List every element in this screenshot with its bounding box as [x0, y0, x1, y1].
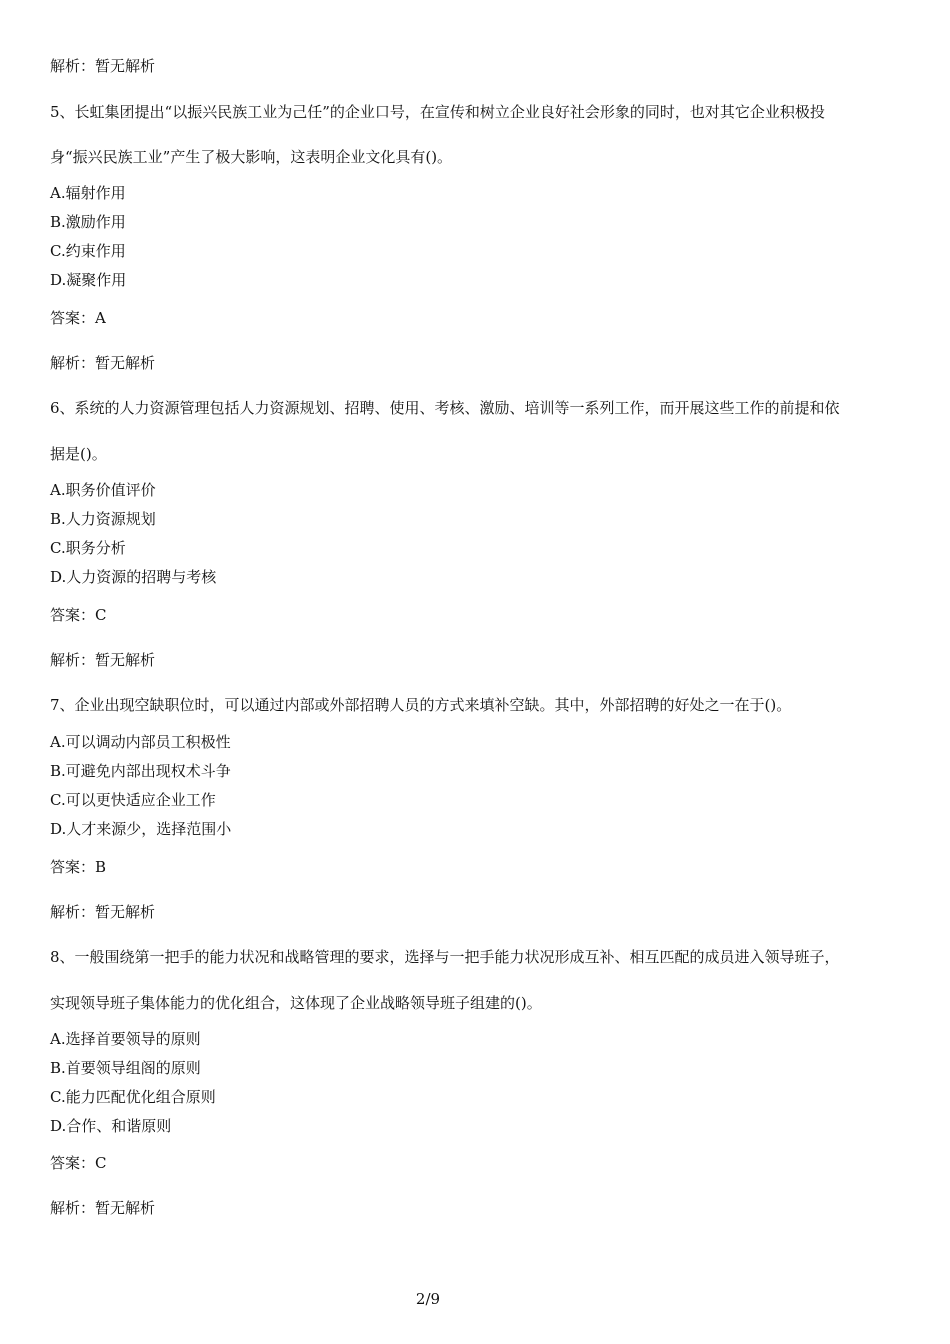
analysis-line: 解析：暂无解析 — [50, 651, 156, 669]
analysis-line: 解析：暂无解析 — [50, 903, 156, 921]
question-stem-line: 6、系统的人力资源管理包括人力资源规划、招聘、使用、考核、激励、培训等一系列工作，而开展这些工作的前提和依 — [50, 399, 840, 417]
question-stem-line: 身“振兴民族工业”产生了极大影响，这表明企业文化具有()。 — [50, 148, 453, 166]
question-stem-line: 实现领导班子集体能力的优化组合，这体现了企业战略领导班子组建的()。 — [50, 994, 542, 1012]
option-c: C.能力匹配优化组合原则 — [50, 1088, 216, 1106]
option-d: D.合作、和谐原则 — [50, 1117, 172, 1135]
option-c: C.职务分析 — [50, 539, 126, 557]
option-a: A.选择首要领导的原则 — [50, 1030, 201, 1048]
option-d: D.凝聚作用 — [50, 271, 127, 289]
option-d: D.人力资源的招聘与考核 — [50, 568, 217, 586]
analysis-line: 解析：暂无解析 — [50, 57, 156, 75]
answer-line: 答案：C — [50, 606, 107, 624]
option-c: C.约束作用 — [50, 242, 126, 260]
question-stem-line: 据是()。 — [50, 445, 107, 463]
page-number: 2/9 — [415, 1290, 441, 1308]
option-b: B.可避免内部出现权术斗争 — [50, 762, 231, 780]
option-d: D.人才来源少，选择范围小 — [50, 820, 232, 838]
analysis-line: 解析：暂无解析 — [50, 354, 156, 372]
option-b: B.首要领导组阁的原则 — [50, 1059, 201, 1077]
answer-line: 答案：C — [50, 1154, 107, 1172]
question-stem-line: 7、企业出现空缺职位时，可以通过内部或外部招聘人员的方式来填补空缺。其中，外部招聘的好处之一在于()。 — [50, 696, 792, 714]
option-b: B.人力资源规划 — [50, 510, 156, 528]
question-stem-line: 5、长虹集团提出“以振兴民族工业为己任”的企业口号，在宣传和树立企业良好社会形象的同时，也对其它企业积极投 — [50, 103, 825, 121]
option-a: A.可以调动内部员工积极性 — [50, 733, 231, 751]
option-a: A.辐射作用 — [50, 184, 126, 202]
option-a: A.职务价值评价 — [50, 481, 156, 499]
answer-line: 答案：A — [50, 309, 106, 327]
answer-line: 答案：B — [50, 858, 107, 876]
option-c: C.可以更快适应企业工作 — [50, 791, 216, 809]
analysis-line: 解析：暂无解析 — [50, 1199, 156, 1217]
option-b: B.激励作用 — [50, 213, 126, 231]
question-stem-line: 8、一般围绕第一把手的能力状况和战略管理的要求，选择与一把手能力状况形成互补、相互匹配的成员进入领导班子， — [50, 948, 840, 966]
